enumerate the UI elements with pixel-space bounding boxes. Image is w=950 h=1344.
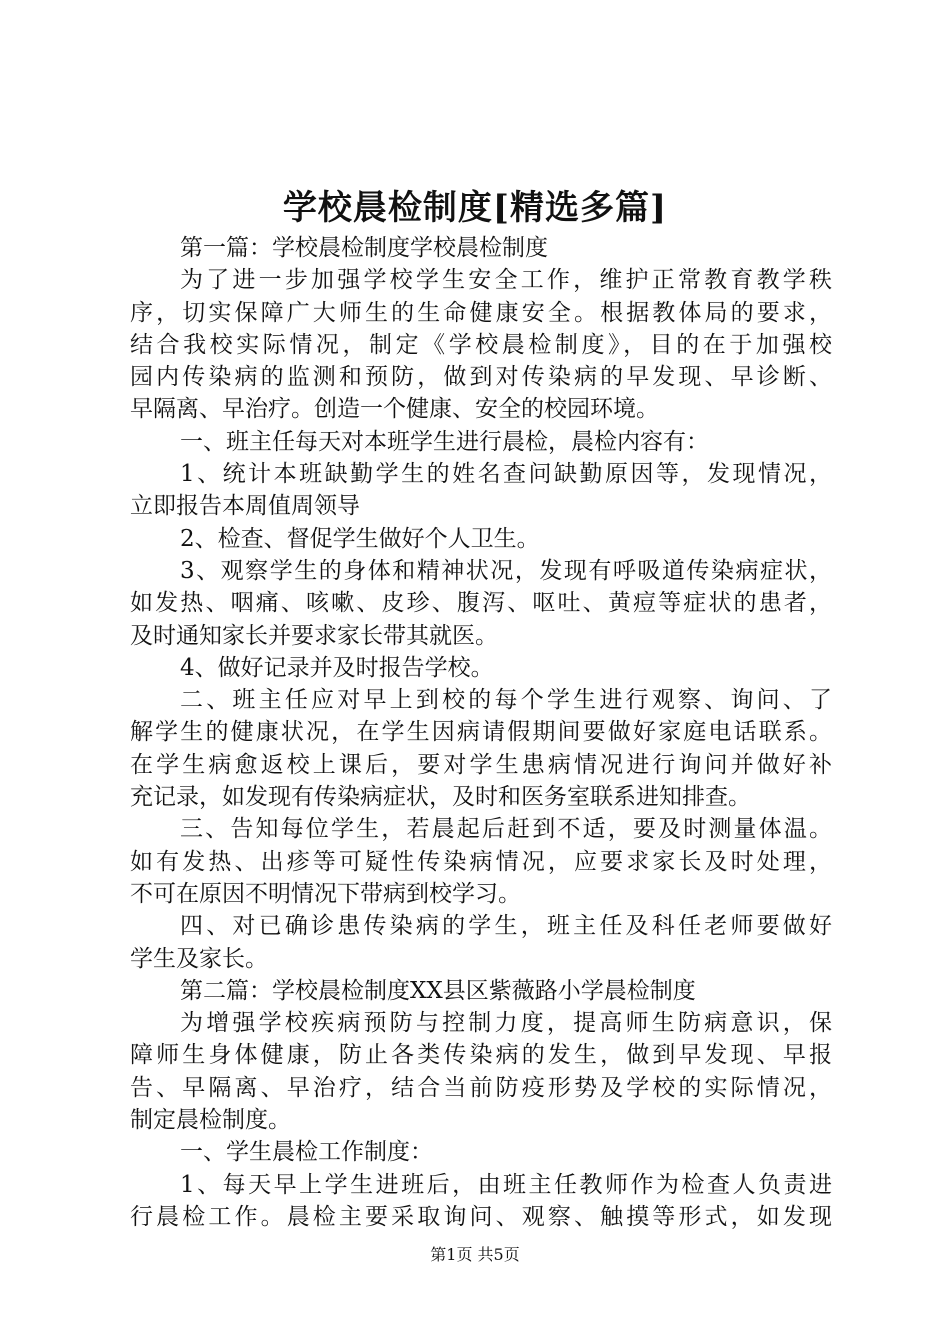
text-line: 学生及家长。	[130, 945, 268, 972]
text-line: 三、告知每位学生，若晨起后赶到不适，要及时测量体温。	[180, 816, 832, 843]
text-line: 第一篇：学校晨检制度学校晨检制度	[180, 235, 548, 261]
text-line: 序，切实保障广大师生的生命健康安全。根据教体局的要求，	[130, 299, 832, 326]
text-line: 园内传染病的监测和预防，做到对传染病的早发现、早诊断、	[130, 364, 832, 391]
text-line: 障师生身体健康，防止各类传染病的发生，做到早发现、早报	[130, 1042, 832, 1069]
text-line: 告、早隔离、早治疗，结合当前防疫形势及学校的实际情况，	[130, 1074, 832, 1101]
document-body	[130, 232, 832, 1233]
text-line: 结合我校实际情况，制定《学校晨检制度》，目的在于加强校	[130, 331, 832, 358]
text-line: 不可在原因不明情况下带病到校学习。	[130, 880, 521, 907]
text-line: 立即报告本周值周领导	[130, 493, 360, 520]
text-line: 四、对已确诊患传染病的学生，班主任及科任老师要做好	[180, 913, 832, 940]
text-line: 如有发热、出疹等可疑性传染病情况，应要求家长及时处理，	[130, 848, 832, 875]
text-line: 在学生病愈返校上课后，要对学生患病情况进行询问并做好补	[130, 751, 832, 778]
text-line: 为了进一步加强学校学生安全工作，维护正常教育教学秩	[180, 267, 832, 294]
text-line: 如发热、咽痛、咳嗽、皮珍、腹泻、呕吐、黄痘等症状的患者，	[130, 590, 832, 617]
text-line: 一、班主任每天对本班学生进行晨检，晨检内容有：	[180, 428, 709, 455]
text-line: 1、统计本班缺勤学生的姓名查问缺勤原因等，发现情况，	[180, 461, 832, 488]
text-line: 1、每天早上学生进班后，由班主任教师作为检查人负责进	[180, 1171, 832, 1198]
text-line: 制定晨检制度。	[130, 1107, 291, 1134]
text-line: 第二篇：学校晨检制度XX县区紫薇路小学晨检制度	[180, 977, 696, 1004]
text-line: 解学生的健康状况，在学生因病请假期间要做好家庭电话联系。	[130, 719, 832, 746]
text-line: 一、学生晨检工作制度：	[180, 1139, 433, 1166]
text-line: 为增强学校疾病预防与控制力度，提高师生防病意识，保	[180, 1010, 832, 1037]
text-line: 充记录，如发现有传染病症状，及时和医务室联系进知排查。	[130, 784, 751, 811]
document-title: 学校晨检制度[精选多篇]	[282, 188, 668, 228]
text-line: 2、检查、督促学生做好个人卫生。	[180, 525, 540, 552]
text-line: 3、观察学生的身体和精神状况，发现有呼吸道传染病症状，	[180, 557, 832, 584]
text-line: 4、做好记录并及时报告学校。	[180, 654, 494, 681]
text-line: 二、班主任应对早上到校的每个学生进行观察、询问、了	[180, 687, 832, 714]
text-line: 及时通知家长并要求家长带其就医。	[130, 622, 498, 649]
page-footer: 第1页 共5页	[430, 1245, 520, 1264]
text-line: 早隔离、早治疗。创造一个健康、安全的校园环境。	[130, 396, 659, 423]
text-line: 行晨检工作。晨检主要采取询问、观察、触摸等形式，如发现	[130, 1203, 832, 1230]
